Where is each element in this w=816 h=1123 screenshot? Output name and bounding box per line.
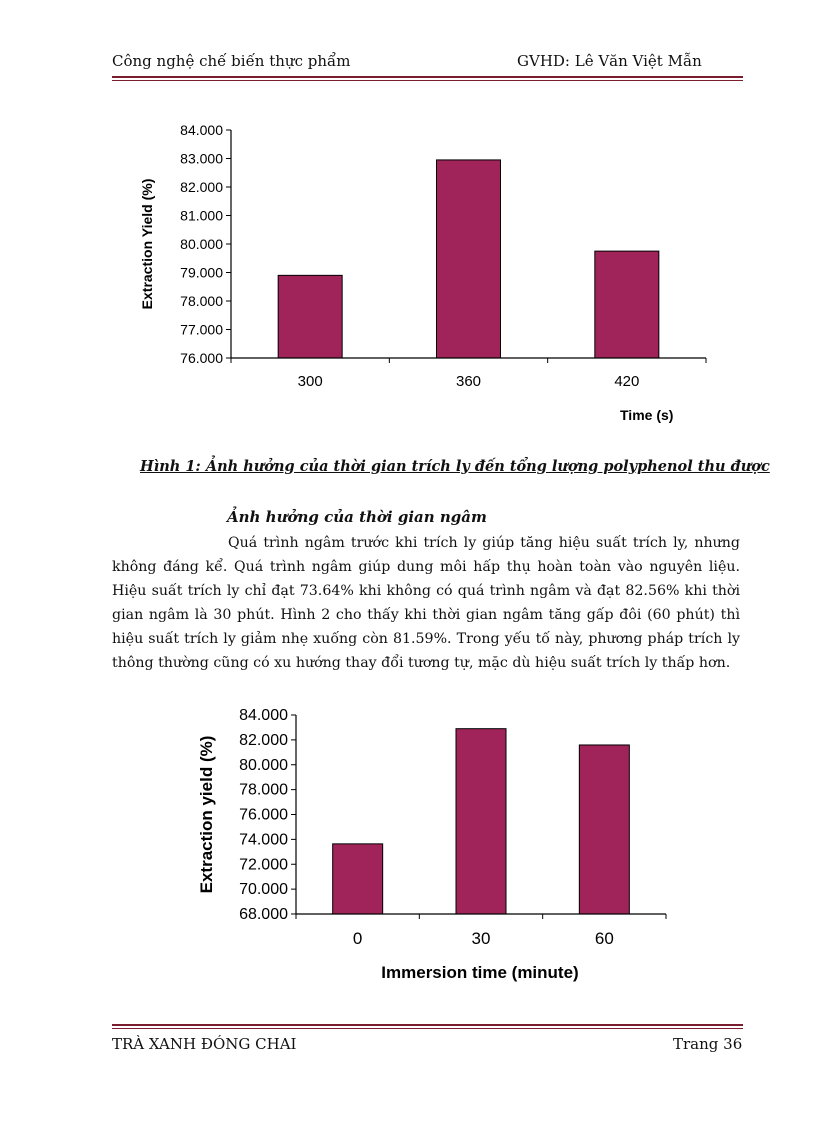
y-tick-label: 83.000: [180, 150, 223, 167]
y-tick-label: 68.000: [239, 906, 288, 923]
x-axis-title: Immersion time (minute): [381, 963, 579, 982]
header-rule-thin: [112, 80, 743, 81]
y-tick-label: 82.000: [239, 731, 288, 749]
bar: [333, 844, 383, 914]
footer-right: Trang 36: [673, 1035, 743, 1053]
section-paragraph: Quá trình ngâm trước khi trích ly giúp tăng hiệu suất trích ly, nhưng không đáng kể. Quá trình ngâm giúp dung môi hấp thụ hoàn toàn vào nguyên liệu. Hiệu suất trích ly chỉ đạt 73.64% khi không có quá trình ngâm và đạt 82.56% khi thời gian ngâm là 30 phút. Hình 2 cho thấy khi thời gian ngâm tăng gấp đôi (60 phút) thì hiệu suất trích ly giảm nhẹ xuống còn 81.59%. Trong yếu tố này, phương pháp trích ly thông thường cũng có xu hướng thay đổi tương tự, mặc dù hiệu suất trích ly thấp hơn.: [112, 535, 740, 671]
bar: [437, 160, 501, 358]
y-tick-label: 82.000: [180, 179, 223, 195]
x-tick-label: 420: [614, 373, 640, 390]
footer-rule: [112, 1024, 743, 1026]
y-tick-label: 77.000: [180, 321, 223, 338]
section-heading: Ảnh hưởng của thời gian ngâm: [227, 508, 487, 526]
bar: [579, 745, 629, 914]
bar: [278, 275, 342, 358]
x-tick-label: 60: [594, 929, 614, 948]
y-tick-label: 84.000: [239, 707, 288, 724]
x-axis-title: Time (s): [620, 407, 674, 423]
header-rule: [112, 76, 743, 78]
y-tick-label: 74.000: [239, 831, 288, 849]
x-tick-label: 360: [455, 373, 482, 390]
bar: [595, 251, 659, 358]
x-tick-label: 300: [297, 373, 323, 390]
y-axis-title: Extraction Yield (%): [139, 178, 155, 310]
y-tick-label: 78.000: [180, 293, 223, 309]
y-tick-label: 79.000: [180, 264, 223, 281]
x-tick-label: 0: [352, 929, 363, 948]
y-tick-label: 84.000: [180, 122, 223, 138]
footer-left: TRÀ XANH ĐÓNG CHAI: [112, 1035, 297, 1053]
y-tick-label: 76.000: [180, 350, 223, 366]
y-tick-label: 80.000: [180, 236, 223, 252]
y-tick-label: 81.000: [180, 207, 223, 224]
y-tick-label: 78.000: [239, 781, 288, 799]
chart-2: [190, 700, 690, 1000]
y-tick-label: 76.000: [239, 806, 288, 824]
header-left: Công nghệ chế biến thực phẩm: [112, 52, 351, 70]
figure-1-caption: Hình 1: Ảnh hưởng của thời gian trích ly đến tổng lượng polyphenol thu được: [140, 458, 770, 475]
bar: [456, 729, 506, 914]
y-tick-label: 72.000: [239, 856, 288, 874]
chart-1: [130, 118, 730, 438]
y-tick-label: 70.000: [239, 881, 288, 899]
header-right: GVHD: Lê Văn Việt Mẫn: [517, 52, 702, 70]
x-tick-label: 30: [471, 929, 491, 948]
y-axis-title: Extraction yield (%): [197, 735, 216, 894]
y-tick-label: 80.000: [239, 756, 288, 774]
footer-rule-thin: [112, 1028, 743, 1029]
